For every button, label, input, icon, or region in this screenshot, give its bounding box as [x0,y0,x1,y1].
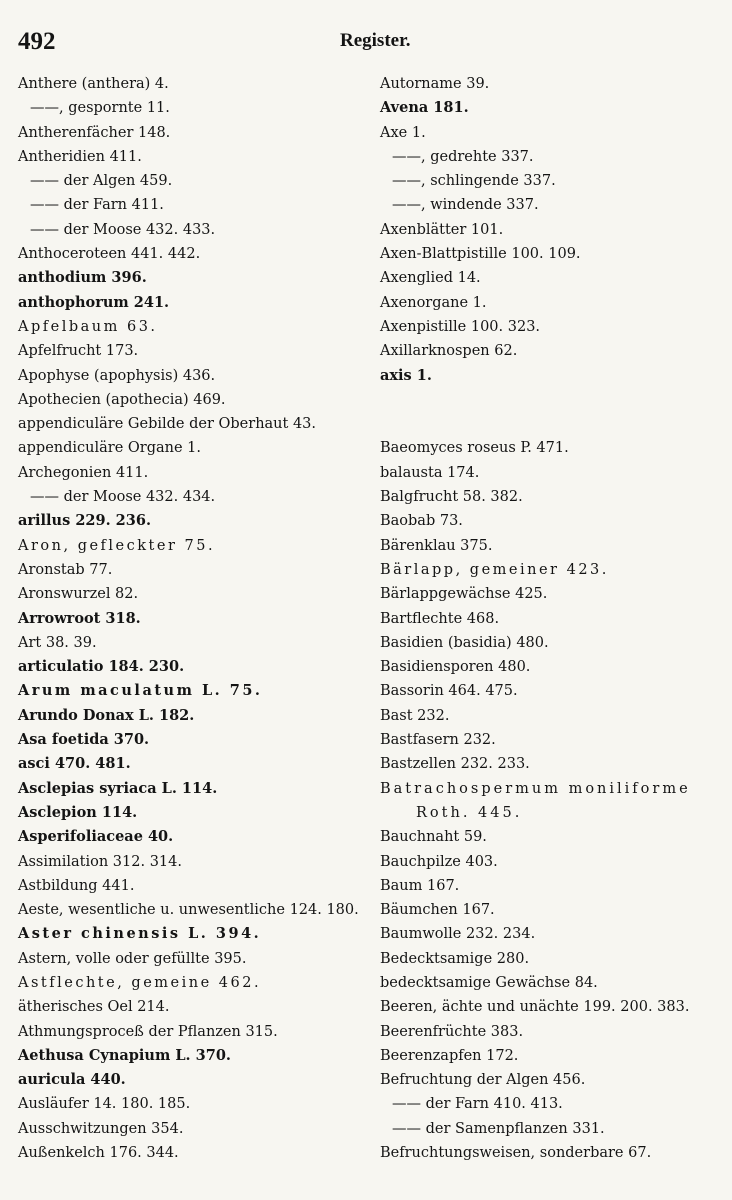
index-entry: Aeste, wesentliche u. unwesentliche 124. 180. [18,902,359,919]
index-entry: Balgfrucht 58. 382. [380,489,523,506]
index-entry: —— der Algen 459. [30,173,173,190]
index-entry: Astbildung 441. [18,877,135,894]
index-entry: ätherisches Oel 214. [18,999,170,1016]
index-entry: Befruchtungsweisen, sonderbare 67. [380,1145,652,1162]
index-entry: Apfelbaum 63. [18,318,158,335]
index-entry: Beeren, ächte und unächte 199. 200. 383. [380,999,690,1016]
index-entry: Art 38. 39. [18,634,97,651]
index-entry: —— der Farn 411. [30,197,164,214]
index-entry: Ausläufer 14. 180. 185. [18,1096,191,1113]
index-entry: Aster chinensis L. 394. [18,925,262,943]
index-entry: Athmungsproceß der Pflanzen 315. [18,1023,278,1040]
index-entry: Baumwolle 232. 234. [380,926,536,943]
index-entry: ——, gespornte 11. [30,100,170,117]
index-entry: —— der Moose 432. 434. [30,489,216,506]
index-entry: Batrachospermum moniliforme [380,780,691,797]
index-entry: Bauchnaht 59. [380,829,487,846]
index-entry: Basidien (basidia) 480. [380,634,549,651]
index-column-left [18,72,363,1165]
index-entry: bedecktsamige Gewächse 84. [380,974,598,991]
index-entry: Astern, volle oder gefüllte 395. [18,950,247,967]
page-number: 492 [18,28,56,55]
index-entry: Apophyse (apophysis) 436. [18,367,216,384]
index-entry: Arum maculatum L. 75. [18,682,263,700]
index-entry: Bedecktsamige 280. [380,950,530,967]
index-entry: Baeomyces roseus P. 471. [380,440,569,457]
index-entry: Ausschwitzungen 354. [18,1120,184,1137]
index-entry: Bast 232. [380,707,450,724]
index-entry: Aronstab 77. [18,561,113,578]
index-entry: Anthoceroteen 441. 442. [18,246,201,263]
index-entry: Bäumchen 167. [380,902,495,919]
index-entry: Bärlapp, gemeiner 423. [380,561,609,578]
index-entry: Autorname 39. [380,76,490,92]
blank-line [380,412,725,436]
index-entry: Asa foetida 370. [18,731,150,749]
index-entry: Bastfasern 232. [380,732,496,749]
index-entry: —— der Moose 432. 433. [30,221,216,238]
index-entry: Bassorin 464. 475. [380,683,518,700]
index-entry: Bauchpilze 403. [380,853,498,870]
blank-line [380,388,725,412]
index-entry: Archegonien 411. [18,464,149,481]
index-entry: articulatio 184. 230. [18,658,185,676]
index-entry: Antherenfächer 148. [18,124,171,141]
index-entry: ——, schlingende 337. [392,173,556,190]
index-entry: Aethusa Cynapium L. 370. [18,1046,231,1064]
index-entry: Bartflechte 468. [380,610,500,627]
index-entry: Assimilation 312. 314. [18,853,182,870]
index-entry: Axe 1. [380,124,426,141]
index-entry: appendiculäre Gebilde der Oberhaut 43. [18,416,317,433]
index-entry: ——, gedrehte 337. [392,148,534,165]
index-entry: auricula 440. [18,1071,126,1089]
index-entry: Bärlappgewächse 425. [380,586,548,603]
index-entry: asci 470. 481. [18,755,131,773]
index-entry: Aron, gefleckter 75. [18,537,216,554]
index-entry: arillus 229. 236. [18,512,151,530]
index-entry: Axenglied 14. [380,270,481,287]
index-entry: Apfelfrucht 173. [18,343,139,360]
index-entry: Baum 167. [380,877,460,894]
index-entry: Avena 181. [380,99,469,117]
index-entry: Asclepias syriaca L. 114. [18,779,218,797]
index-entry: Axenorgane 1. [380,294,487,311]
index-entry: —— der Samenpflanzen 331. [392,1120,605,1137]
index-entry: Axillarknospen 62. [380,343,518,360]
index-entry: Befruchtung der Algen 456. [380,1072,586,1089]
index-entry: Basidiensporen 480. [380,659,531,676]
index-entry: balausta 174. [380,464,480,481]
index-column-right [380,72,725,1165]
index-entry: Asclepion 114. [18,803,138,821]
index-entry: Baobab 73. [380,513,463,530]
index-entry: anthophorum 241. [18,293,170,311]
index-entry: Axenblätter 101. [380,221,504,238]
index-entry: Arrowroot 318. [18,609,141,627]
index-entry: Bärenklau 375. [380,537,493,554]
index-entry: Bastzellen 232. 233. [380,756,530,773]
index-entry: Antheridien 411. [18,148,142,165]
index-entry: appendiculäre Organe 1. [18,440,202,457]
index-entry: Arundo Donax L. 182. [18,706,195,724]
index-entry: Außenkelch 176. 344. [18,1145,179,1162]
index-entry: Roth. 445. [416,804,523,821]
index-entry: Apothecien (apothecia) 469. [18,391,226,408]
index-entry: Axen-Blattpistille 100. 109. [380,246,581,263]
index-entry: Axenpistille 100. 323. [380,318,541,335]
index-entry: Anthere (anthera) 4. [18,76,169,92]
index-entry: Astflechte, gemeine 462. [18,974,262,991]
index-entry: Aronswurzel 82. [18,586,139,603]
index-entry: Beerenfrüchte 383. [380,1023,524,1040]
index-entry: —— der Farn 410. 413. [392,1096,563,1113]
index-entry: Asperifoliaceae 40. [18,828,174,846]
index-entry: axis 1. [380,366,432,384]
index-entry: ——, windende 337. [392,197,539,214]
index-entry: anthodium 396. [18,269,147,287]
page-title: Register. [340,30,411,51]
index-entry: Beerenzapfen 172. [380,1047,519,1064]
